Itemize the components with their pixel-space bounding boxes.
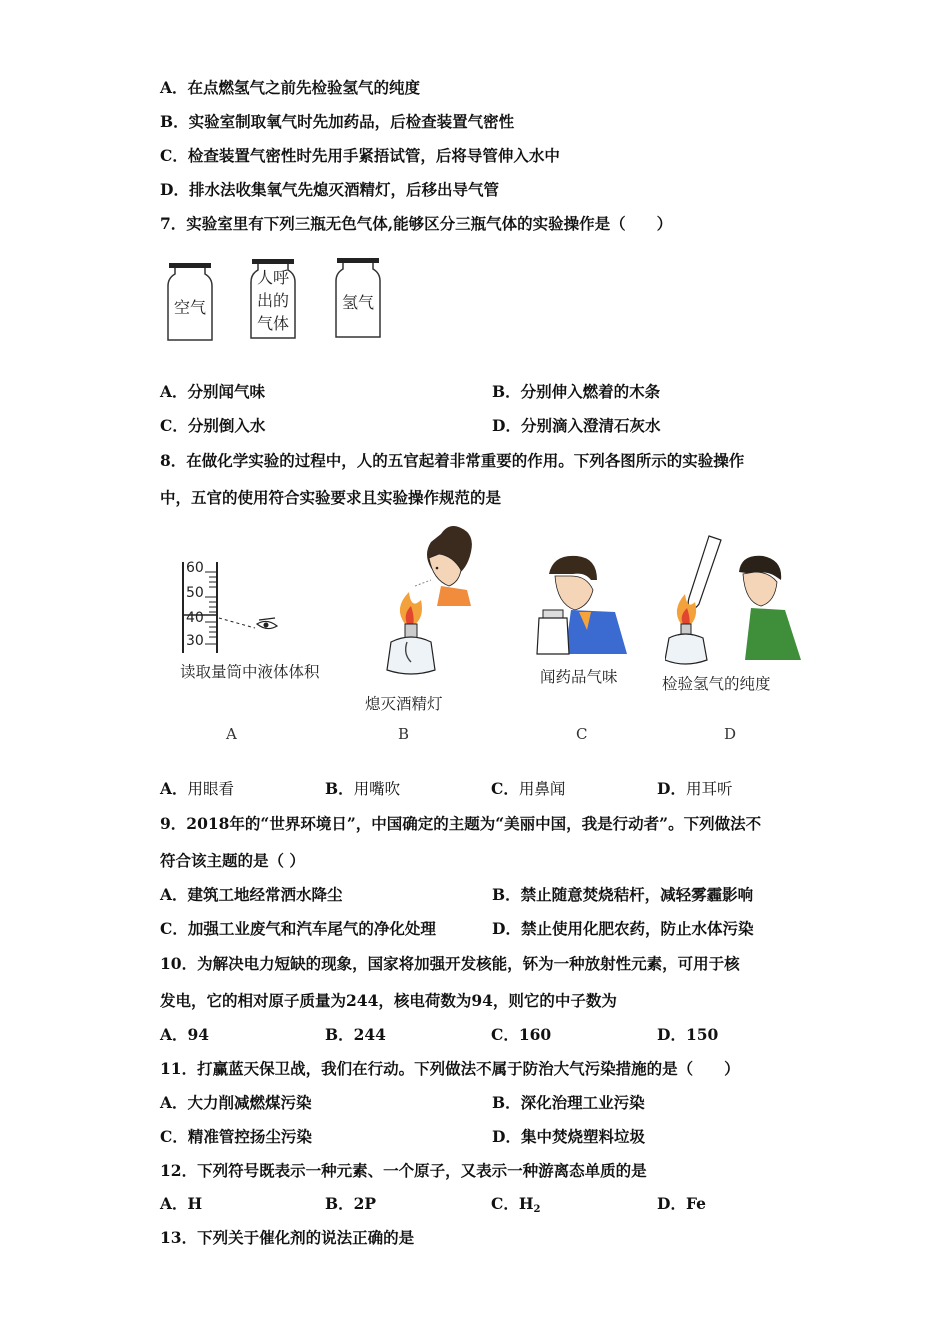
q10-option-c: C．160	[491, 1025, 552, 1044]
q8-option-d-key: D．	[657, 779, 686, 798]
boy-icon	[739, 556, 801, 660]
figure-c-illustration	[535, 550, 635, 662]
cylinder-tick-30: 30	[186, 633, 204, 649]
q8-option-c	[491, 779, 565, 799]
q12-option-c	[491, 1194, 540, 1220]
q13-stem: 13．下列关于催化剂的说法正确的是	[160, 1228, 415, 1247]
q11-stem: 11．打赢蓝天保卫战，我们在行动。下列做法不属于防治大气污染措施的是（ ）	[160, 1059, 740, 1078]
q8-stem-line1: 8．在做化学实验的过程中，人的五官起着非常重要的作用。下列各图所示的实验操作	[160, 451, 745, 470]
figure-b-illustration	[375, 520, 485, 690]
q9-stem-line2: 符合该主题的是（ ）	[160, 851, 305, 870]
q12-option-d: D．Fe	[657, 1194, 706, 1213]
q6-option-d: D．排水法收集氧气先熄灭酒精灯，后移出导气管	[160, 180, 499, 199]
q7-stem: 7．实验室里有下列三瓶无色气体,能够区分三瓶气体的实验操作是（ ）	[160, 214, 673, 233]
q8-option-c-text: 用鼻闻	[518, 780, 566, 798]
q12-option-a: A．H	[160, 1194, 203, 1213]
alcohol-lamp-icon	[665, 624, 707, 664]
q9-stem-line1: 9．2018年的“世界环境日”，中国确定的主题为“美丽中国，我是行动者”。下列做法不	[160, 814, 762, 833]
figure-letter-b: B	[398, 725, 410, 743]
cylinder-tick-50: 50	[186, 585, 204, 601]
figure-b-caption: 熄灭酒精灯	[365, 695, 443, 713]
figure-a-caption: 读取量筒中液体体积	[180, 663, 320, 681]
bottle-hydrogen-label: 氢气	[341, 293, 374, 312]
alcohol-lamp-icon	[387, 624, 435, 674]
q10-option-b: B．244	[325, 1025, 386, 1044]
cylinder-tick-60: 60	[186, 560, 204, 576]
q11-option-d: D．集中焚烧塑料垃圾	[492, 1127, 645, 1146]
q7-option-c: C．分别倒入水	[160, 416, 266, 435]
flame-icon	[400, 592, 422, 626]
bottle-hydrogen	[333, 257, 383, 339]
bottle-air	[165, 262, 215, 342]
q6-option-a: A．在点燃氢气之前先检验氢气的纯度	[160, 78, 421, 97]
q7-option-a: A．分别闻气味	[160, 382, 266, 401]
bottle-breath	[248, 258, 298, 340]
q11-option-a: A．大力削减燃煤污染	[160, 1093, 312, 1112]
girl-icon	[427, 526, 472, 606]
q8-option-a-key: A．	[160, 779, 188, 798]
bottle-breath-label-1: 人呼	[256, 268, 289, 287]
q6-option-b: B．实验室制取氧气时先加药品，后检查装置气密性	[160, 112, 515, 131]
q12-option-b: B．2P	[325, 1194, 377, 1213]
bottle-breath-label-3: 气体	[256, 314, 289, 333]
q11-option-c: C．精准管控扬尘污染	[160, 1127, 312, 1146]
q7-option-d: D．分别滴入澄清石灰水	[492, 416, 661, 435]
cylinder-tick-40: 40	[186, 610, 204, 626]
sight-line	[219, 618, 255, 628]
figure-letter-c: C	[576, 725, 588, 743]
q9-option-a: A．建筑工地经常洒水降尘	[160, 885, 343, 904]
q12-stem: 12．下列符号既表示一种元素、一个原子，又表示一种游离态单质的是	[160, 1161, 647, 1180]
bottle-breath-label-2: 出的	[256, 291, 289, 310]
bottle-air-label: 空气	[173, 298, 206, 317]
q10-option-a: A．94	[160, 1025, 210, 1044]
q10-stem-line2: 发电，它的相对原子质量为244，核电荷数为94，则它的中子数为	[160, 991, 617, 1010]
q9-option-c: C．加强工业废气和汽车尾气的净化处理	[160, 919, 436, 938]
q8-option-b	[325, 779, 400, 799]
reagent-bottle-icon	[537, 610, 569, 654]
q8-option-a	[160, 779, 234, 799]
figure-d-caption: 检验氢气的纯度	[662, 675, 771, 693]
q12-option-c-subscript: 2	[533, 1204, 541, 1215]
test-tube-icon	[688, 536, 721, 609]
q9-option-d: D．禁止使用化肥农药，防止水体污染	[492, 919, 754, 938]
q12-option-c-text: C．H	[491, 1194, 534, 1213]
q10-stem-line1: 10．为解决电力短缺的现象，国家将加强开发核能，钚为一种放射性元素，可用于核	[160, 954, 740, 973]
figure-letter-a: A	[226, 725, 237, 743]
figure-d-illustration	[665, 530, 805, 670]
q8-option-d-text: 用耳听	[685, 780, 733, 798]
q10-option-d: D．150	[657, 1025, 719, 1044]
figure-letter-d: D	[724, 725, 737, 743]
q7-option-b: B．分别伸入燃着的木条	[492, 382, 661, 401]
q6-option-c: C．检查装置气密性时先用手紧捂试管，后将导管伸入水中	[160, 146, 560, 165]
q9-option-b: B．禁止随意焚烧秸杆，减轻雾霾影响	[492, 885, 754, 904]
q8-stem-line2: 中，五官的使用符合实验要求且实验操作规范的是	[160, 488, 502, 507]
q8-option-b-text: 用嘴吹	[353, 780, 401, 798]
q8-option-c-key: C．	[491, 779, 519, 798]
eye-icon	[257, 618, 277, 629]
figure-c-caption: 闻药品气味	[540, 668, 618, 686]
q11-option-b: B．深化治理工业污染	[492, 1093, 645, 1112]
q8-option-b-key: B．	[325, 779, 354, 798]
q8-option-d	[657, 779, 732, 799]
q8-option-a-text: 用眼看	[187, 780, 235, 798]
